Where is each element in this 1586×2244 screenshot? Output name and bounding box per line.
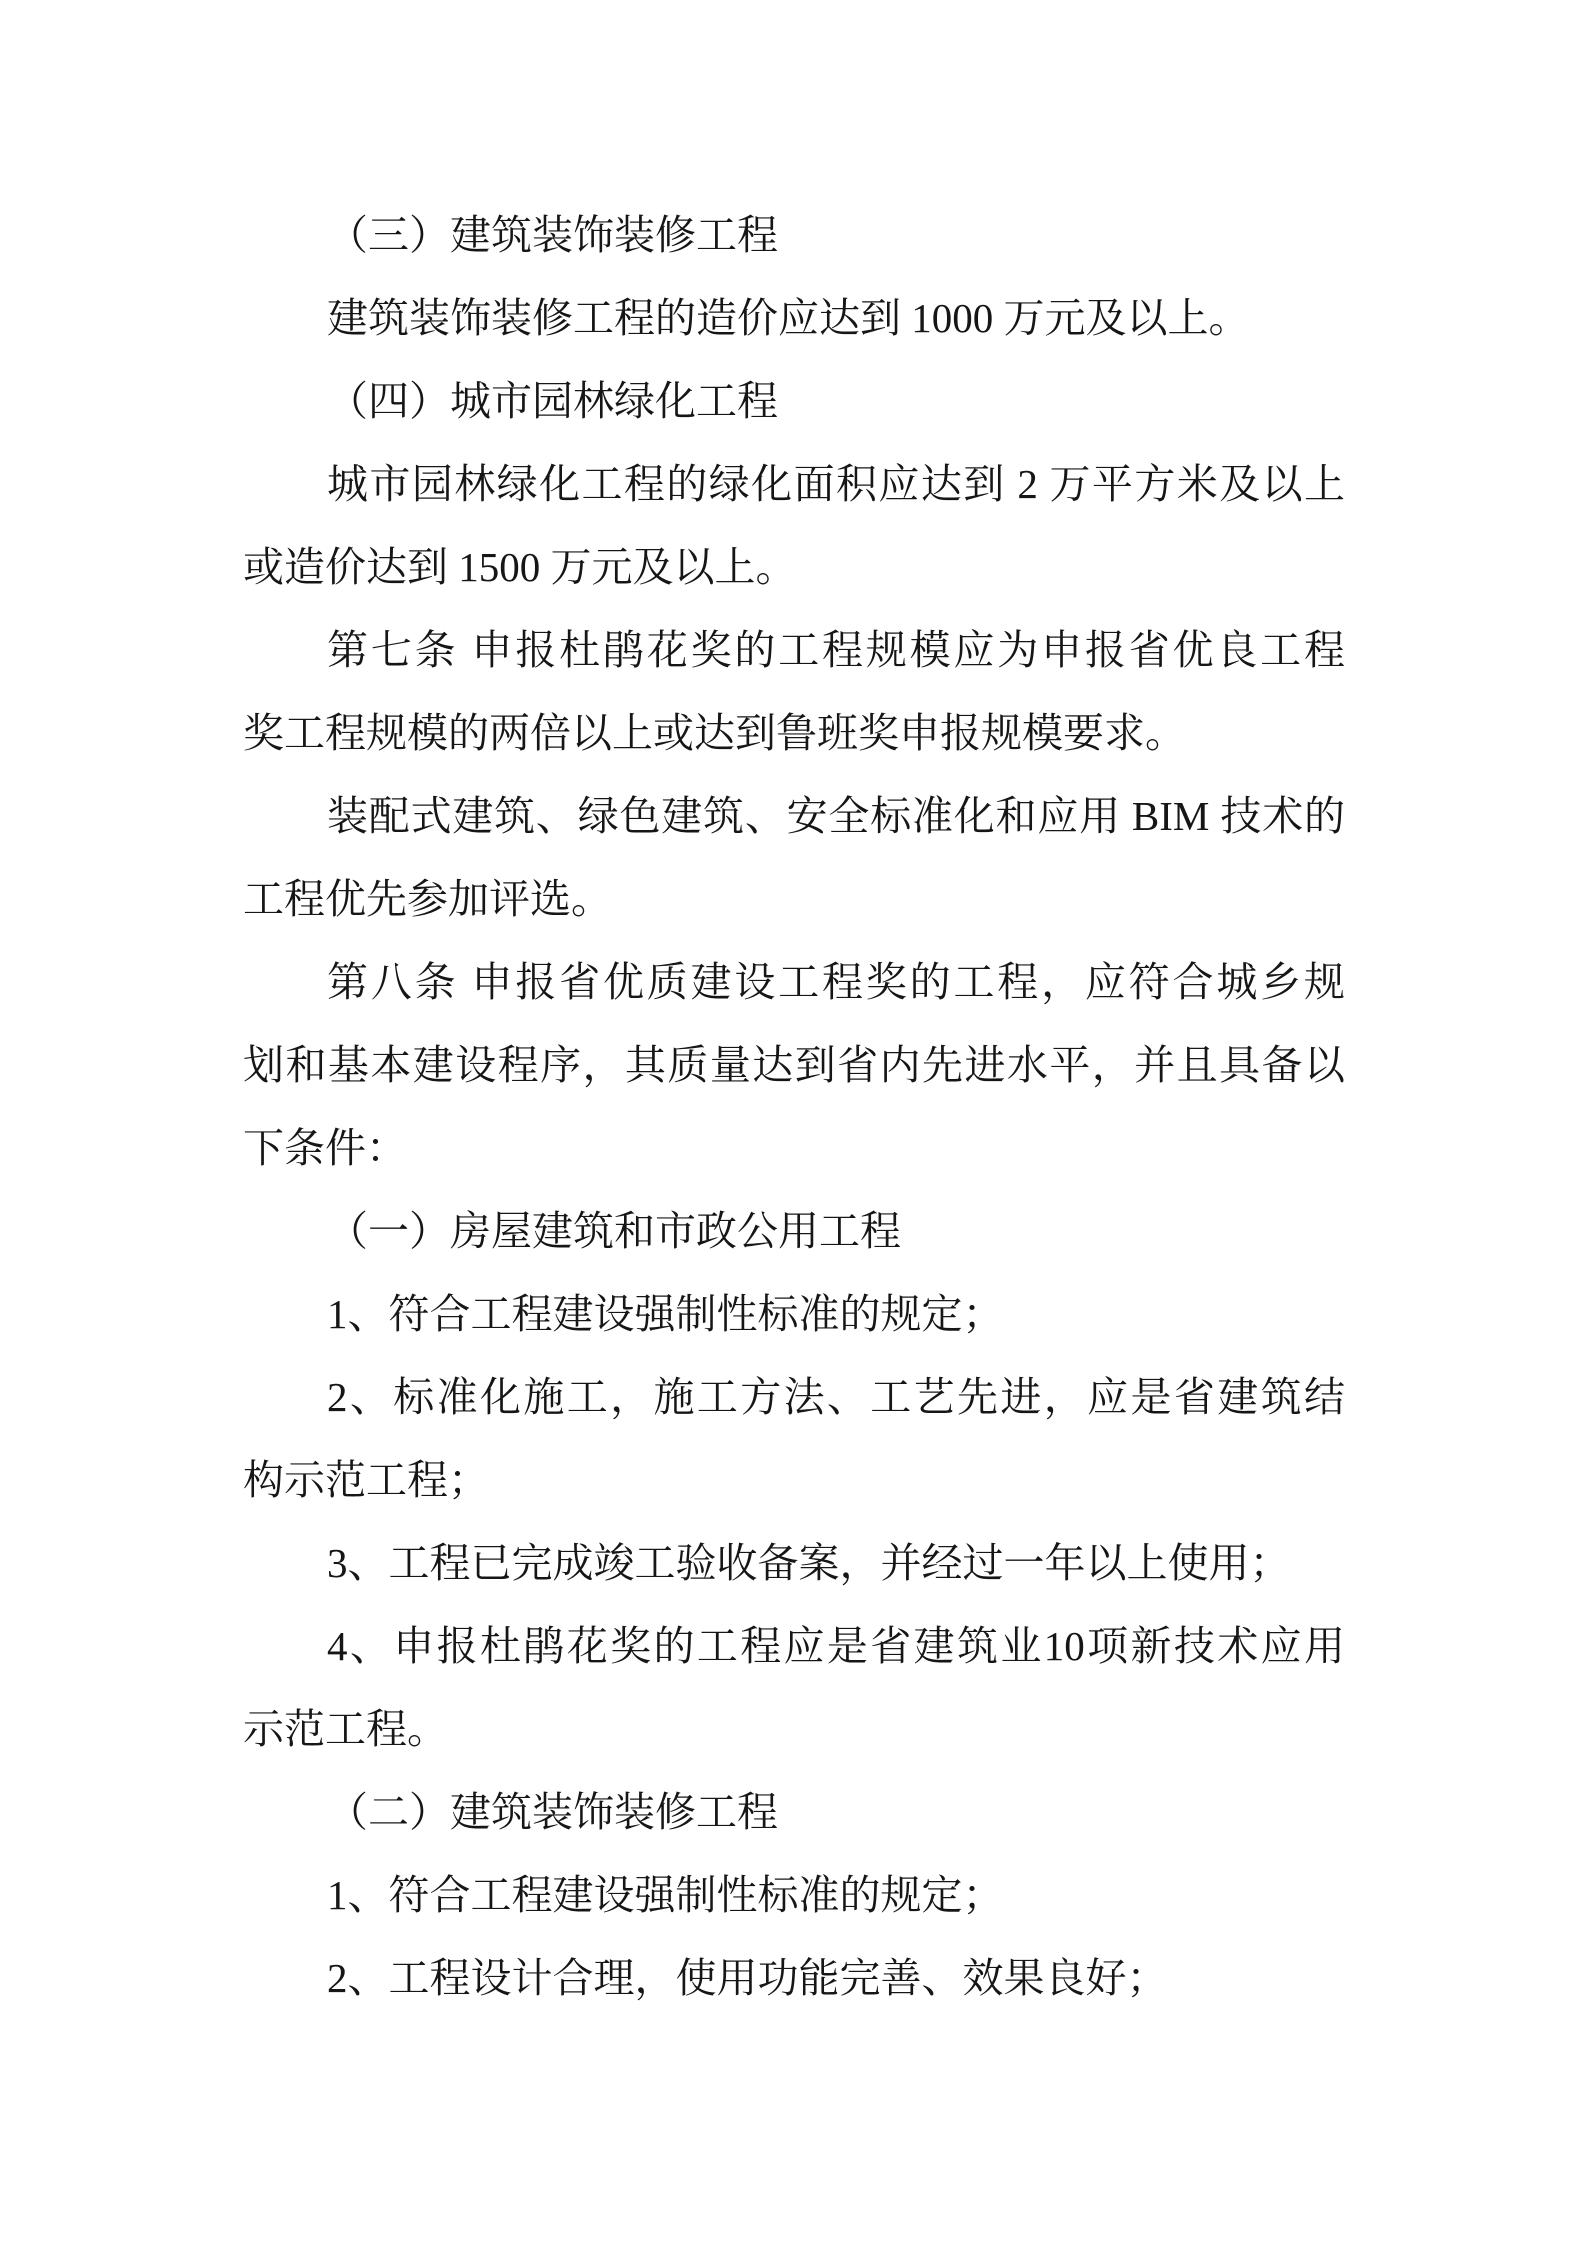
text-line: 城市园林绿化工程的绿化面积应达到 2 万平方米及以上: [327, 461, 1345, 507]
text-line: 3、工程已完成竣工验收备案，并经过一年以上使用；: [327, 1540, 1291, 1586]
text-line: 第七条 申报杜鹃花奖的工程规模应为申报省优良工程: [327, 627, 1345, 673]
document-text-block: [243, 194, 1345, 2020]
text-line: 1、符合工程建设强制性标准的规定；: [327, 1291, 1004, 1337]
text-line: 下条件：: [243, 1125, 407, 1171]
text-line: （三）建筑装饰装修工程: [327, 212, 778, 258]
text-line: 2、标准化施工，施工方法、工艺先进，应是省建筑结: [327, 1374, 1345, 1420]
text-line: 1、符合工程建设强制性标准的规定；: [327, 1872, 1004, 1918]
text-line: 构示范工程；: [243, 1457, 489, 1503]
text-line: （四）城市园林绿化工程: [327, 378, 778, 424]
text-line: （二）建筑装饰装修工程: [327, 1789, 778, 1835]
text-line: 4、申报杜鹃花奖的工程应是省建筑业10项新技术应用: [327, 1623, 1345, 1669]
text-line: 建筑装饰装修工程的造价应达到 1000 万元及以上。: [327, 295, 1250, 341]
text-line: 或造价达到 1500 万元及以上。: [243, 544, 797, 590]
text-line: 装配式建筑、绿色建筑、安全标准化和应用 BIM 技术的: [327, 793, 1345, 839]
text-line: 划和基本建设程序，其质量达到省内先进水平，并且具备以: [243, 1042, 1345, 1088]
text-line: （一）房屋建筑和市政公用工程: [327, 1208, 901, 1254]
text-line: 示范工程。: [243, 1706, 448, 1752]
text-line: 2、工程设计合理，使用功能完善、效果良好；: [327, 1955, 1168, 2001]
text-line: 工程优先参加评选。: [243, 876, 612, 922]
text-line: 奖工程规模的两倍以上或达到鲁班奖申报规模要求。: [243, 710, 1186, 756]
text-line: 第八条 申报省优质建设工程奖的工程，应符合城乡规: [327, 959, 1345, 1005]
